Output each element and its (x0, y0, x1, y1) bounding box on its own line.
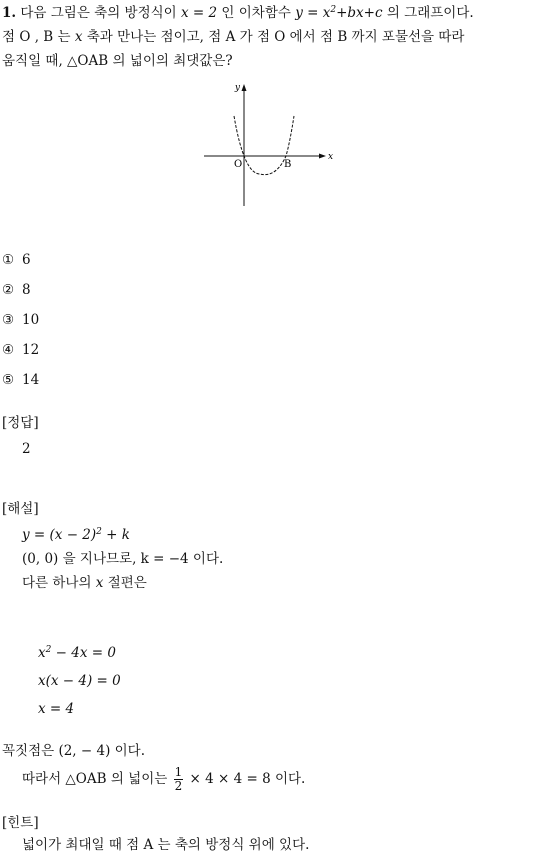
question-line-2: 점 O , B 는 x 축과 만나는 점이고, 점 A 가 점 O 에서 점 B 까지 포물선을 따라 (2, 29, 465, 45)
vertex-line: 꼭짓점은 (2, − 4) 이다. (2, 743, 146, 759)
calc-line-3: x = 4 (38, 701, 75, 717)
option-5[interactable]: ⑤ 14 (2, 372, 40, 388)
option-2[interactable]: ② 8 (2, 282, 31, 298)
explanation-line-3: 다른 하나의 x 절편은 (22, 575, 147, 591)
parabola-graph (196, 82, 336, 210)
hint-header: [힌트] (2, 815, 39, 831)
option-4[interactable]: ④ 12 (2, 342, 40, 358)
point-b-label: B (284, 159, 292, 170)
calc-line-2: x(x − 4) = 0 (38, 673, 121, 689)
fraction-half: $\frac{1}{2}$ (174, 765, 183, 793)
explanation-eq1: $y = (x - 2)^2 + k$ (22, 527, 130, 543)
option-1[interactable]: ① 6 (2, 252, 31, 268)
question-text-1a: 다음 그림은 축의 방정식이 (20, 5, 177, 21)
question-text-1c: 의 그래프이다. (386, 5, 474, 21)
origin-label: O (234, 159, 243, 170)
function-expr: $y = x^2+bx+c$ (295, 5, 383, 21)
question-number: 1. (2, 5, 17, 21)
question-text-1b: 인 이차함수 (221, 5, 291, 21)
option-3[interactable]: ③ 10 (2, 312, 40, 328)
question-line-1 (2, 4, 474, 22)
answer-value: 2 (22, 441, 31, 457)
y-axis-label: y (234, 83, 240, 93)
y-axis-arrow (242, 84, 247, 91)
explanation-line-2: (0, 0) 을 지나므로, k = −4 이다. (22, 551, 224, 567)
question-line-3: 움직일 때, △OAB 의 넓이의 최댓값은? (2, 53, 233, 69)
answer-header: [정답] (2, 415, 39, 431)
hint-text: 넓이가 최대일 때 점 A 는 축의 방정식 위에 있다. (22, 837, 310, 853)
explanation-header: [해설] (2, 501, 39, 517)
x-axis-arrow (319, 154, 326, 159)
final-line: 따라서 △OAB 의 넓이는 $\frac{1}{2}$ × 4 × 4 = 8 이다. (22, 765, 306, 793)
x-axis-label: x (328, 152, 334, 162)
calc-line-1: $x^2 - 4x = 0$ (38, 645, 116, 661)
axis-equation: x = 2 (181, 5, 218, 21)
